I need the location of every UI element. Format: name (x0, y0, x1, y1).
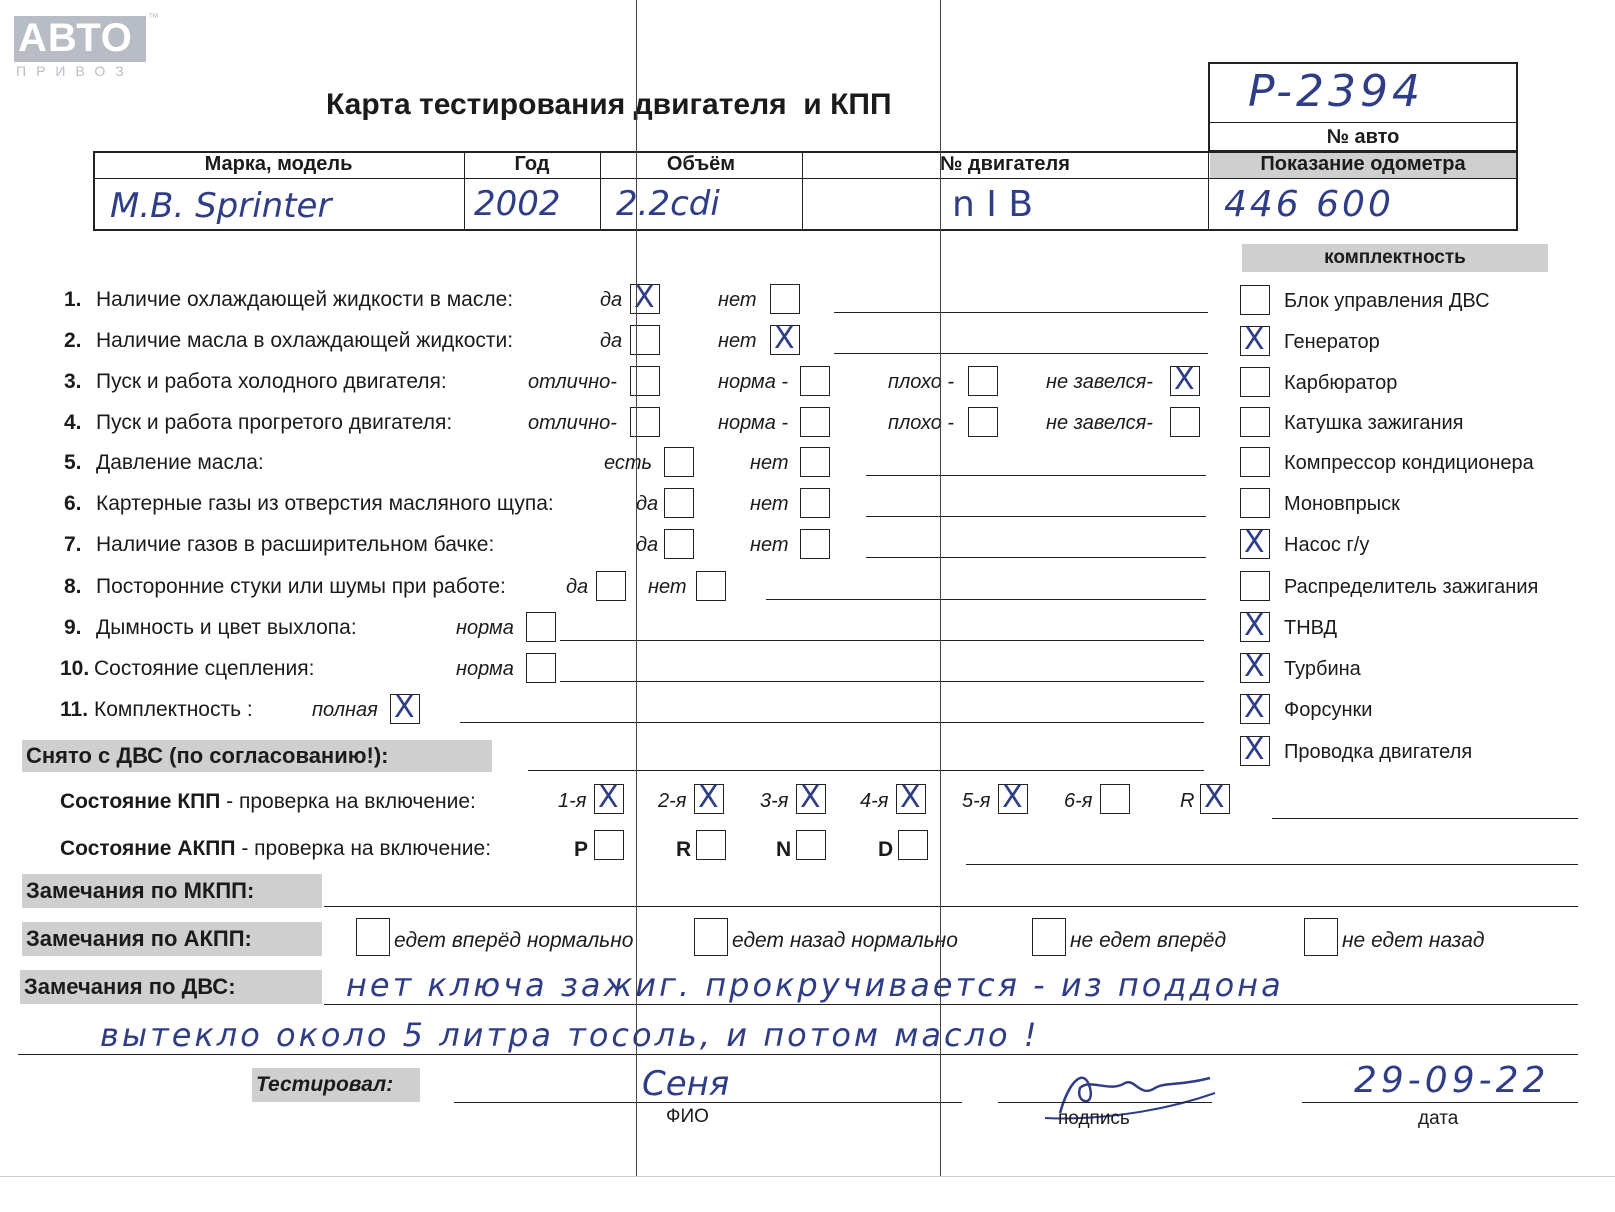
akpp-mode-checkbox[interactable] (796, 830, 826, 860)
kpp-gear-checkbox-mark: X (1002, 780, 1023, 815)
checklist-option-label: полная (312, 699, 378, 721)
answer-line (560, 681, 1204, 682)
remarks-dvs-line2: вытекло около 5 литра тосоль, и потом масло ! (100, 1016, 1040, 1054)
checklist-option-label: не завелся- (1046, 371, 1153, 393)
logo-text: АВТО (18, 16, 133, 60)
brand-value: M.B. Sprinter (110, 186, 332, 226)
completeness-item-label: ТНВД (1284, 617, 1338, 639)
kpp-gear-checkbox[interactable] (1100, 784, 1130, 814)
completeness-item-label: Турбина (1284, 658, 1361, 680)
completeness-item-label: Компрессор кондиционера (1284, 452, 1534, 474)
kpp-gear-label: 4-я (860, 790, 889, 812)
checklist-checkbox[interactable] (968, 407, 998, 437)
completeness-checkbox-mark: X (1244, 608, 1265, 643)
akpp-mode-checkbox[interactable] (594, 830, 624, 860)
checklist-checkbox[interactable] (770, 284, 800, 314)
checklist-checkbox[interactable] (526, 653, 556, 683)
checklist-item-label: Картерные газы из отверстия масляного щупа: (96, 492, 554, 515)
logo-tm: ™ (148, 12, 159, 24)
completeness-item-label: Генератор (1284, 331, 1380, 353)
auto-number-label: № авто (1326, 126, 1400, 148)
checklist-checkbox[interactable] (800, 366, 830, 396)
completeness-checkbox[interactable] (1240, 447, 1270, 477)
akpp-mode-checkbox[interactable] (696, 830, 726, 860)
kpp-label-rest: - проверка на включение: (220, 790, 476, 813)
checklist-option-label: нет (750, 493, 789, 515)
kpp-label (60, 790, 476, 814)
completeness-checkbox-mark: X (1244, 525, 1265, 560)
checklist-number: 1. (64, 288, 82, 311)
answer-line (560, 640, 1204, 641)
checklist-number: 8. (64, 575, 82, 598)
checklist-item-label: Наличие масла в охлаждающей жидкости: (96, 329, 514, 352)
completeness-item-label: Карбюратор (1284, 372, 1398, 394)
checklist-option-label: плохо - (888, 412, 955, 434)
akpp-remark-checkbox[interactable] (694, 918, 728, 956)
completeness-item-label: Проводка двигателя (1284, 741, 1473, 763)
engine-label: № двигателя (940, 153, 1070, 175)
checklist-checkbox[interactable] (526, 612, 556, 642)
odometer-value: 446 600 (1224, 184, 1394, 225)
checklist-option-label: не завелся- (1046, 412, 1153, 434)
checklist-number: 3. (64, 370, 82, 393)
checklist-option-label: нет (750, 452, 789, 474)
checklist-checkbox-mark: X (774, 321, 795, 356)
checklist-checkbox[interactable] (664, 529, 694, 559)
kpp-gear-checkbox-mark: X (1204, 780, 1225, 815)
checklist-checkbox[interactable] (630, 325, 660, 355)
checklist-option-label: да (566, 576, 589, 598)
checklist-checkbox[interactable] (696, 571, 726, 601)
completeness-item-label: Блок управления ДВС (1284, 290, 1490, 312)
checklist-option-label: нет (718, 289, 757, 311)
checklist-item-label: Давление масла: (96, 451, 264, 474)
answer-line (866, 557, 1206, 558)
checklist-checkbox[interactable] (596, 571, 626, 601)
akpp-mode-label: D (878, 838, 894, 861)
checklist-option-label: есть (604, 452, 653, 474)
checklist-option-label: нет (750, 534, 789, 556)
answer-line (866, 475, 1206, 476)
completeness-checkbox[interactable] (1240, 407, 1270, 437)
checklist-checkbox[interactable] (800, 407, 830, 437)
checklist-option-label: плохо - (888, 371, 955, 393)
completeness-item-label: Распределитель зажигания (1284, 576, 1539, 598)
akpp-mode-label: R (676, 838, 692, 861)
completeness-checkbox-mark: X (1244, 649, 1265, 684)
remarks-akpp-label: Замечания по АКПП: (22, 922, 322, 956)
checklist-item-label: Наличие газов в расширительном бачке: (96, 533, 495, 556)
kpp-gear-label: 1-я (558, 790, 587, 812)
akpp-remark-checkbox[interactable] (356, 918, 390, 956)
checklist-checkbox[interactable] (800, 488, 830, 518)
checklist-number: 4. (64, 411, 82, 434)
akpp-remark-checkbox[interactable] (1032, 918, 1066, 956)
completeness-item-label: Катушка зажигания (1284, 412, 1464, 434)
akpp-remark-checkbox[interactable] (1304, 918, 1338, 956)
checklist-item-label: Посторонние стуки или шумы при работе: (96, 575, 506, 598)
checklist-option-label: да (636, 534, 659, 556)
akpp-remark-option: не едет назад (1342, 929, 1485, 952)
scan-fold-line (636, 0, 637, 1176)
akpp-label (60, 837, 491, 861)
checklist-checkbox-mark: X (394, 690, 415, 725)
remarks-dvs-label: Замечания по ДВС: (20, 970, 322, 1004)
tested-label: Тестировал: (252, 1068, 420, 1102)
completeness-checkbox-mark: X (1244, 690, 1265, 725)
checklist-checkbox[interactable] (664, 488, 694, 518)
checklist-option-label: нет (648, 576, 687, 598)
checklist-checkbox[interactable] (664, 447, 694, 477)
checklist-number: 10. (60, 657, 90, 680)
checklist-checkbox-mark: X (1174, 362, 1195, 397)
checklist-checkbox[interactable] (800, 447, 830, 477)
akpp-remark-option: не едет вперёд (1070, 929, 1227, 952)
checklist-option-label: нет (718, 330, 757, 352)
scan-edge (0, 1176, 1615, 1177)
checklist-option-label: норма - (718, 412, 789, 434)
answer-line (866, 516, 1206, 517)
odometer-label: Показание одометра (1260, 153, 1466, 175)
checklist-item-label: Наличие охлаждающей жидкости в масле: (96, 288, 514, 311)
checklist-option-label: норма (456, 617, 514, 639)
kpp-gear-label: 5-я (962, 790, 991, 812)
logo-subtext: ПРИВОЗ (16, 63, 134, 79)
kpp-gear-checkbox-mark: X (800, 780, 821, 815)
completeness-title: комплектность (1242, 244, 1548, 272)
checklist-item-label: Дымность и цвет выхлопа: (96, 616, 357, 639)
removed-label: Снято с ДВС (по согласованию!): (22, 740, 492, 772)
tested-name-caption: ФИО (666, 1106, 709, 1127)
kpp-gear-checkbox-mark: X (598, 780, 619, 815)
completeness-checkbox-mark: X (1244, 732, 1265, 767)
answer-line (834, 312, 1208, 313)
date-caption: дата (1418, 1108, 1459, 1129)
answer-line (460, 722, 1204, 723)
completeness-item-label: Моновпрыск (1284, 493, 1400, 515)
kpp-gear-label: 3-я (760, 790, 789, 812)
tested-name: Сеня (642, 1064, 730, 1104)
checklist-number: 2. (64, 329, 82, 352)
akpp-remark-option: едет назад нормально (732, 929, 958, 952)
checklist-item-label: Состояние сцепления: (94, 657, 315, 680)
checklist-number: 6. (64, 492, 82, 515)
year-label: Год (514, 153, 550, 175)
checklist-checkbox[interactable] (630, 407, 660, 437)
akpp-mode-checkbox[interactable] (898, 830, 928, 860)
checklist-option-label: норма - (718, 371, 789, 393)
checklist-option-label: отлично- (528, 371, 617, 393)
checklist-checkbox[interactable] (630, 366, 660, 396)
checklist-item-label: Пуск и работа холодного двигателя: (96, 370, 447, 393)
checklist-checkbox[interactable] (1170, 407, 1200, 437)
checklist-option-label: норма (456, 658, 514, 680)
checklist-item-label: Комплектность : (94, 698, 253, 721)
brand-label: Марка, модель (204, 153, 353, 175)
remarks-dvs-line1: нет ключа зажиг. прокручивается - из поддона (346, 966, 1284, 1004)
signature-caption: подпись (1058, 1108, 1130, 1129)
checklist-checkbox[interactable] (968, 366, 998, 396)
remarks-mkpp-label: Замечания по МКПП: (22, 874, 322, 908)
checklist-checkbox-mark: X (634, 280, 655, 315)
akpp-remark-option: едет вперёд нормально (394, 929, 634, 952)
checklist-option-label: да (600, 330, 623, 352)
checklist-option-label: да (636, 493, 659, 515)
volume-value: 2.2cdi (616, 184, 720, 224)
kpp-gear-label: 6-я (1064, 790, 1093, 812)
kpp-gear-label: 2-я (658, 790, 687, 812)
volume-label: Объём (666, 153, 736, 175)
checklist-number: 11. (60, 698, 89, 721)
checklist-checkbox[interactable] (800, 529, 830, 559)
kpp-gear-checkbox-mark: X (900, 780, 921, 815)
scan-fold-line (940, 0, 941, 1176)
engine-value: n I B (952, 184, 1034, 225)
completeness-item-label: Форсунки (1284, 699, 1373, 721)
auto-number-value: P-2394 (1248, 66, 1424, 117)
tested-date: 29-09-22 (1354, 1060, 1550, 1101)
checklist-option-label: да (600, 289, 623, 311)
checklist-number: 7. (64, 533, 82, 556)
completeness-checkbox[interactable] (1240, 367, 1270, 397)
kpp-gear-checkbox-mark: X (698, 780, 719, 815)
akpp-label-rest: - проверка на включение: (235, 837, 492, 860)
checklist-option-label: отлично- (528, 412, 617, 434)
akpp-mode-label: P (574, 838, 589, 861)
completeness-checkbox-mark: X (1244, 322, 1265, 357)
answer-line (766, 599, 1206, 600)
answer-line (834, 353, 1208, 354)
completeness-checkbox[interactable] (1240, 285, 1270, 315)
page-title: Карта тестирования двигателя и КПП (326, 88, 892, 121)
completeness-item-label: Насос г/у (1284, 534, 1370, 556)
kpp-gear-label: R (1180, 790, 1195, 812)
year-value: 2002 (474, 184, 561, 224)
akpp-label-bold: Состояние АКПП (60, 837, 236, 860)
checklist-number: 9. (64, 616, 82, 639)
kpp-label-bold: Состояние КПП (60, 790, 221, 813)
akpp-mode-label: N (776, 838, 792, 861)
checklist-item-label: Пуск и работа прогретого двигателя: (96, 411, 453, 434)
checklist-number: 5. (64, 451, 82, 474)
completeness-checkbox[interactable] (1240, 488, 1270, 518)
completeness-checkbox[interactable] (1240, 571, 1270, 601)
